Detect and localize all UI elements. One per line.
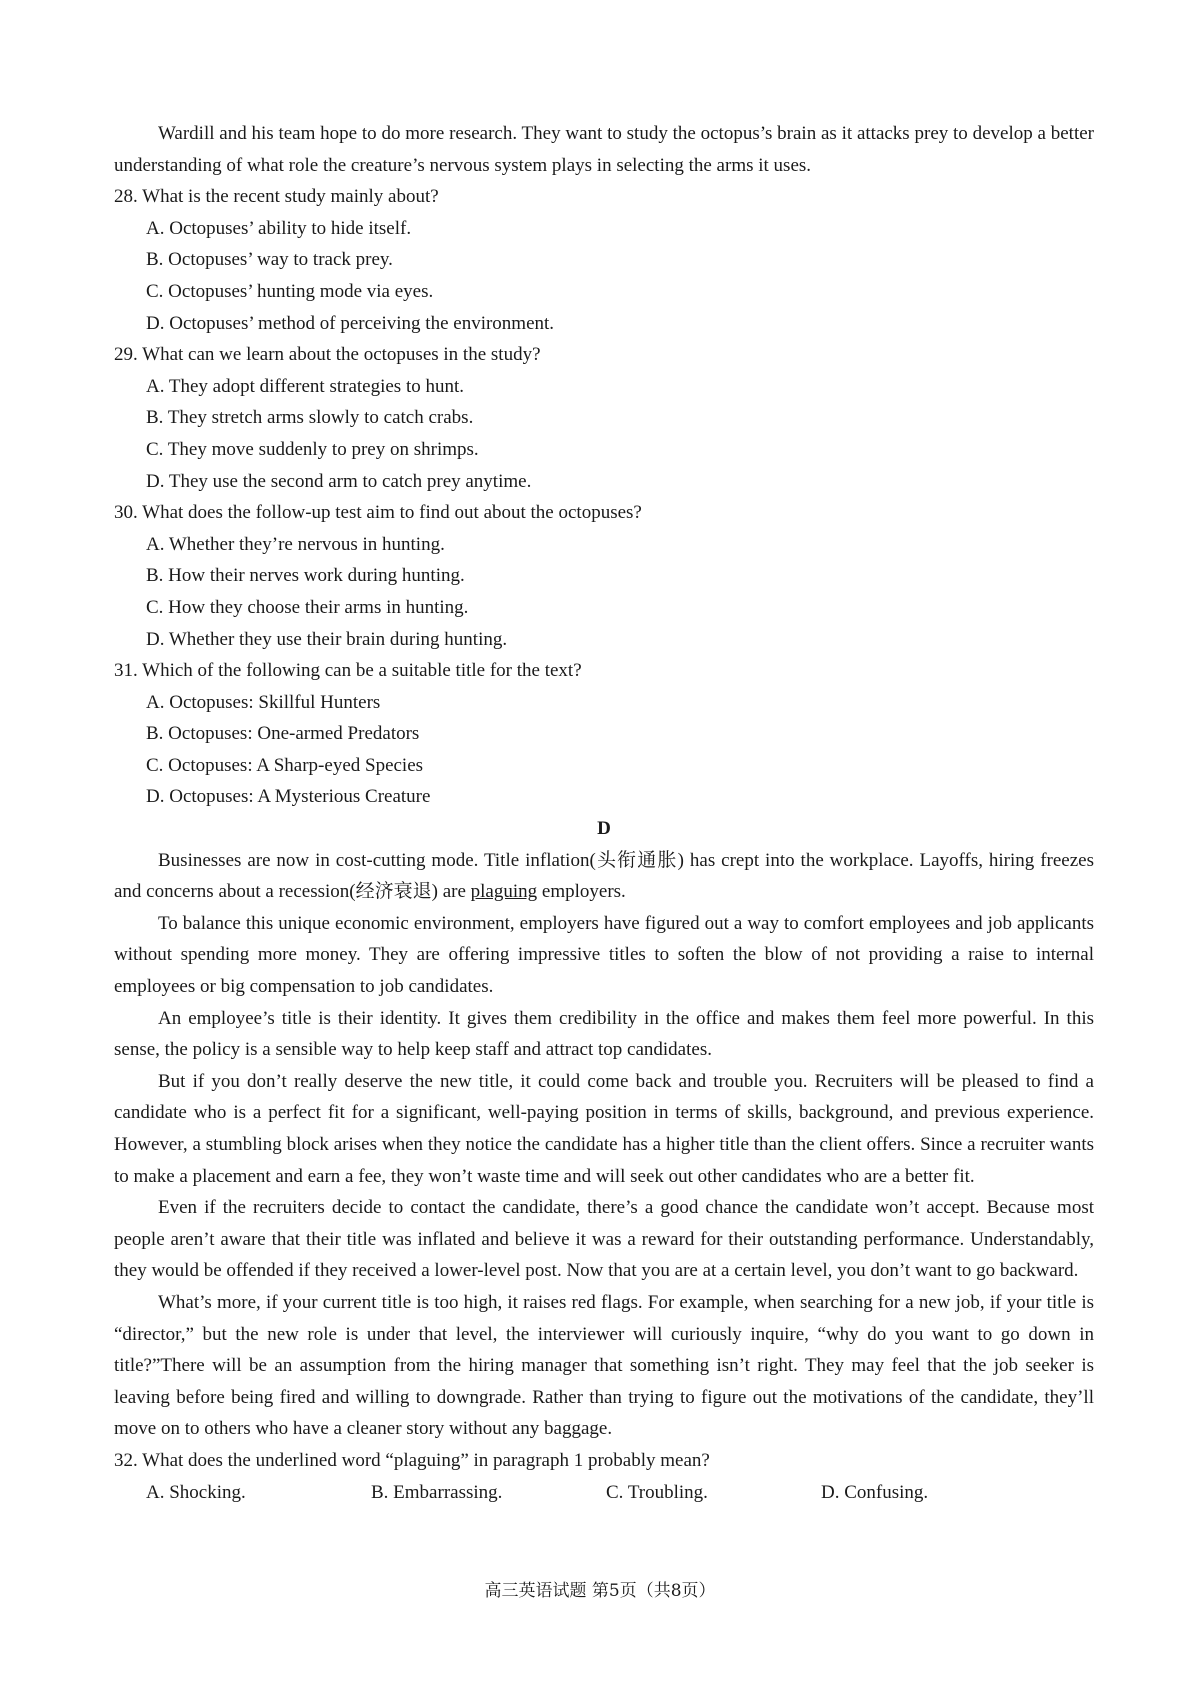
section-heading: D	[597, 818, 611, 840]
section-d-paragraph-6: What’s more, if your current title is too high, it raises red flags. For example, when searching for a new job, if your title is “director,” but the new role is under that level, the interviewer will curiously inquire, “why do you want to go down in title?”There will be an assumption from the hiring manager that something isn’t right. They may feel that the job seeker is leaving before being fired and willing to downgrade. Rather than trying to figure out the motivations of the candidate, they’ll move on to others who have a cleaner story without any baggage.	[114, 1291, 1094, 1440]
section-d-paragraph-1	[114, 845, 1094, 908]
option-d: D. Octopuses: A Mysterious Creature	[146, 786, 431, 808]
option-a: A. Shocking.	[146, 1481, 246, 1503]
option-c: C. How they choose their arms in hunting.	[146, 596, 469, 618]
option-c: C. Octopuses’ hunting mode via eyes.	[146, 280, 434, 302]
option-d: D. Whether they use their brain during hunting.	[146, 628, 508, 650]
question-stem: 31. Which of the following can be a suitable title for the text?	[114, 660, 582, 682]
paragraph-text: employers.	[537, 881, 626, 903]
option-c: C. Octopuses: A Sharp-eyed Species	[146, 754, 424, 776]
option-b: B. Octopuses’ way to track prey.	[146, 249, 393, 271]
page-content	[114, 118, 1094, 1508]
question-31	[114, 655, 1094, 813]
option-a: A. Octopuses’ ability to hide itself.	[146, 217, 412, 239]
option-b: B. Octopuses: One-armed Predators	[146, 723, 420, 745]
question-29	[114, 339, 1094, 497]
question-32	[114, 1445, 1094, 1508]
option-b: B. They stretch arms slowly to catch crabs.	[146, 407, 474, 429]
paragraph-text: Businesses are now in cost-cutting mode. Title inflation(头衔通胀) has crept into the workplace. Layoffs, hiring freezes and concerns about a recession(经济衰退) are	[114, 849, 1094, 903]
question-stem: 30. What does the follow-up test aim to find out about the octopuses?	[114, 502, 642, 524]
option-c: C. They move suddenly to prey on shrimps.	[146, 438, 479, 460]
question-stem: 28. What is the recent study mainly about?	[114, 186, 439, 208]
option-b: B. How their nerves work during hunting.	[146, 565, 465, 587]
question-stem: 32. What does the underlined word “plaguing” in paragraph 1 probably mean?	[114, 1449, 710, 1471]
option-d: D. Octopuses’ method of perceiving the environment.	[146, 312, 555, 334]
option-a: A. They adopt different strategies to hunt.	[146, 375, 464, 397]
option-a: A. Whether they’re nervous in hunting.	[146, 533, 445, 555]
section-d-paragraph-3: An employee’s title is their identity. It gives them credibility in the office and makes them feel more powerful. In this sense, the policy is a sensible way to help keep staff and attract top candidates.	[114, 1007, 1094, 1061]
intro-paragraph: Wardill and his team hope to do more research. They want to study the octopus’s brain as it attacks prey to develop a better understanding of what role the creature’s nervous system plays in selecting the arms it uses.	[114, 123, 1094, 176]
option-c: C. Troubling.	[606, 1481, 708, 1503]
section-d-paragraph-4: But if you don’t really deserve the new title, it could come back and trouble you. Recruiters will be pleased to find a candidate who is a perfect fit for a significant, well-paying position in terms of skills, background, and previous experience. However, a stumbling block arises when they notice the candidate has a higher title than the client offers. Since a recruiter wants to make a placement and earn a fee, they won’t waste time and will seek out other candidates who are a better fit.	[114, 1070, 1094, 1187]
underlined-word: plaguing	[470, 881, 538, 903]
question-30	[114, 497, 1094, 655]
page-footer: 高三英语试题 第5页（共8页）	[484, 1581, 716, 1601]
option-d: D. Confusing.	[821, 1481, 929, 1503]
option-a: A. Octopuses: Skillful Hunters	[146, 691, 381, 713]
option-d: D. They use the second arm to catch prey anytime.	[146, 470, 532, 492]
options-row	[114, 1477, 1094, 1509]
question-stem: 29. What can we learn about the octopuses in the study?	[114, 344, 541, 366]
section-d-paragraph-5: Even if the recruiters decide to contact the candidate, there’s a good chance the candidate won’t accept. Because most people aren’t aware that their title was inflated and believe it was a reward for their outstanding performance. Understandably, they would be offended if they received a lower-level post. Now that you are at a certain level, you don’t want to go backward.	[114, 1197, 1094, 1282]
section-d-paragraph-2: To balance this unique economic environment, employers have figured out a way to comfort employees and job applicants without spending more money. They are offering impressive titles to soften the blow of not providing a raise to internal employees or big compensation to job candidates.	[114, 912, 1094, 998]
option-b: B. Embarrassing.	[371, 1481, 503, 1503]
question-28	[114, 181, 1094, 339]
